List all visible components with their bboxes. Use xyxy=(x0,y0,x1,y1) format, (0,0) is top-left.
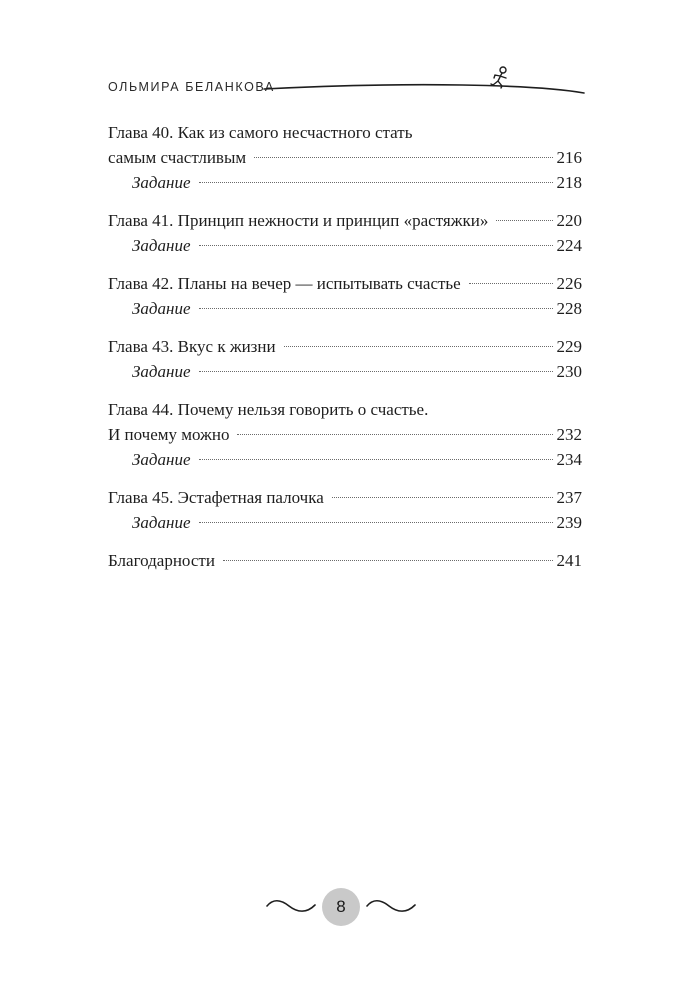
toc-line xyxy=(108,548,582,573)
chapter-title: Благодарности xyxy=(108,551,215,570)
task-title: Задание xyxy=(132,173,191,192)
page-ref: 218 xyxy=(556,173,582,192)
page-ref: 230 xyxy=(556,362,582,381)
page-ref: 216 xyxy=(556,148,582,167)
dot-leader xyxy=(199,182,553,183)
toc-entry xyxy=(108,485,582,535)
page-number: 8 xyxy=(322,888,360,926)
task-line xyxy=(108,447,582,472)
task-title: Задание xyxy=(132,299,191,318)
dot-leader xyxy=(254,157,552,158)
dot-leader xyxy=(223,560,553,561)
running-figure-icon xyxy=(262,66,586,100)
page-ref: 224 xyxy=(556,236,582,255)
page-number-footer xyxy=(265,888,417,944)
dot-leader xyxy=(332,497,553,498)
chapter-title: Глава 43. Вкус к жизни xyxy=(108,337,276,356)
task-line xyxy=(108,296,582,321)
task-line xyxy=(108,170,582,195)
task-title: Задание xyxy=(132,362,191,381)
tilde-swash-icon xyxy=(365,896,417,916)
task-line xyxy=(108,359,582,384)
toc-line xyxy=(108,422,582,447)
dot-leader xyxy=(199,308,553,309)
dot-leader xyxy=(284,346,553,347)
toc-entry xyxy=(108,120,582,195)
task-line xyxy=(108,233,582,258)
chapter-title: самым счастливым xyxy=(108,148,247,167)
chapter-title: Глава 41. Принцип нежности и принцип «растяжки» xyxy=(108,211,489,230)
task-line xyxy=(108,510,582,535)
toc-line xyxy=(108,334,582,359)
page-ref: 239 xyxy=(556,513,582,532)
task-title: Задание xyxy=(132,450,191,469)
toc-line xyxy=(108,485,582,510)
dot-leader xyxy=(199,371,553,372)
toc-entry xyxy=(108,548,582,573)
tilde-swash-icon xyxy=(265,896,317,916)
toc-line xyxy=(108,120,582,145)
page-ref: 237 xyxy=(556,488,582,507)
chapter-title: Глава 40. Как из самого несчастного стать xyxy=(108,123,413,142)
author-name: ОЛЬМИРА БЕЛАНКОВА xyxy=(108,80,275,94)
table-of-contents xyxy=(108,120,582,586)
dot-leader xyxy=(199,245,553,246)
task-title: Задание xyxy=(132,236,191,255)
chapter-title: Глава 45. Эстафетная палочка xyxy=(108,488,324,507)
toc-entry xyxy=(108,208,582,258)
chapter-title: Глава 42. Планы на вечер — испытывать счастье xyxy=(108,274,461,293)
dot-leader xyxy=(237,434,552,435)
chapter-title: И почему можно xyxy=(108,425,230,444)
page-ref: 220 xyxy=(556,211,582,230)
page-ref: 241 xyxy=(556,551,582,570)
dot-leader xyxy=(496,220,552,221)
dot-leader xyxy=(199,522,553,523)
page-ref: 226 xyxy=(556,274,582,293)
toc-line xyxy=(108,271,582,296)
page-ref: 234 xyxy=(556,450,582,469)
page-ref: 228 xyxy=(556,299,582,318)
toc-entry xyxy=(108,271,582,321)
toc-line xyxy=(108,397,582,422)
dot-leader xyxy=(199,459,553,460)
toc-line xyxy=(108,208,582,233)
dot-leader xyxy=(469,283,553,284)
task-title: Задание xyxy=(132,513,191,532)
page-ref: 232 xyxy=(556,425,582,444)
running-header xyxy=(0,0,682,110)
chapter-title: Глава 44. Почему нельзя говорить о счастье. xyxy=(108,400,429,419)
toc-line xyxy=(108,145,582,170)
page-ref: 229 xyxy=(556,337,582,356)
toc-entry xyxy=(108,397,582,472)
toc-entry xyxy=(108,334,582,384)
